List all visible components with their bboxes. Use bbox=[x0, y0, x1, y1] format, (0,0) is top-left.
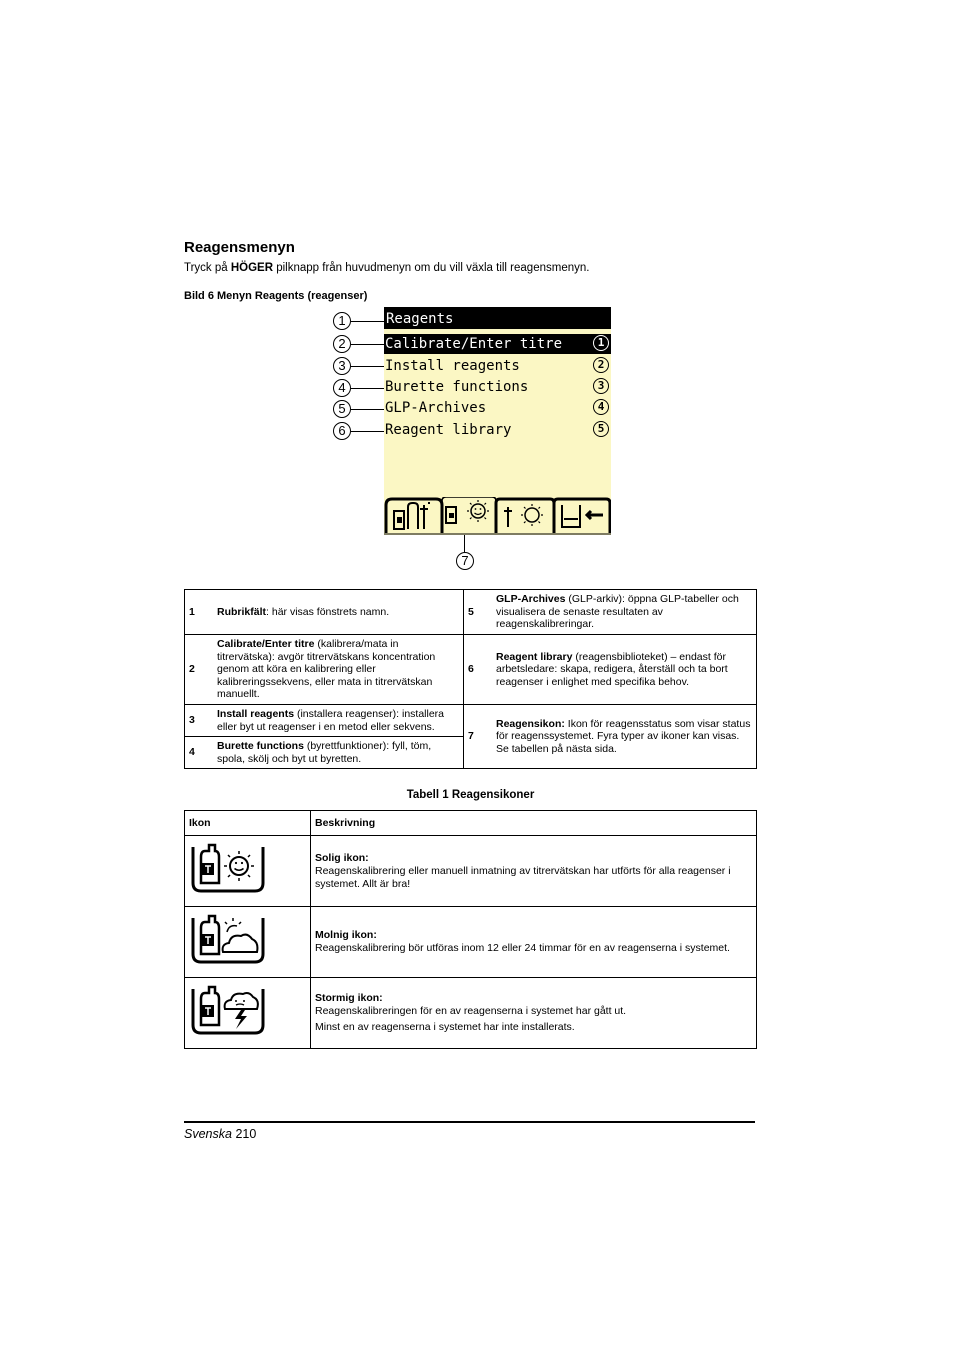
menu-number: 2 bbox=[593, 357, 609, 373]
menu-number: 5 bbox=[593, 421, 609, 437]
menu-number: 1 bbox=[593, 335, 609, 351]
page-footer bbox=[184, 1127, 256, 1141]
leader-line bbox=[351, 388, 384, 389]
page-number: 210 bbox=[235, 1127, 257, 1141]
footer-language: Svenska bbox=[184, 1127, 232, 1141]
callout-7: 7 bbox=[456, 552, 474, 570]
menu-item-reagent-library[interactable]: Reagent library 5 bbox=[384, 420, 611, 440]
leader-line bbox=[351, 431, 384, 432]
callout-1: 1 bbox=[333, 312, 351, 330]
legend-number: 4 bbox=[185, 737, 214, 769]
row-description: Solig ikon: Reagenskalibrering eller manuell inmatning av titrervätskan har utförts för alla reagenser i systemet. Allt är bra! bbox=[311, 836, 757, 907]
leader-line bbox=[351, 321, 384, 322]
menu-number: 3 bbox=[593, 378, 609, 394]
row-title: Molnig ikon: bbox=[315, 929, 377, 941]
table-row bbox=[185, 907, 757, 978]
row-title: Solig ikon: bbox=[315, 851, 369, 864]
leader-line bbox=[351, 409, 384, 410]
intro-text: Tryck på HÖGER pilknapp från huvudmenyn om du vill växla till reagensmenyn. bbox=[184, 262, 590, 274]
legend-text: Burette functions (byrettfunktioner): fyll, töm, spola, skölj och byt ut byretten. bbox=[213, 737, 464, 769]
callout-6: 6 bbox=[333, 422, 351, 440]
menu-item-glp-archives[interactable]: GLP-Archives 4 bbox=[384, 398, 611, 418]
menu-item-install-reagents[interactable]: Install reagents 2 bbox=[384, 356, 611, 376]
section-heading: Reagensmenyn bbox=[184, 239, 295, 256]
table-header-description: Beskrivning bbox=[311, 811, 757, 836]
legend-number: 7 bbox=[464, 705, 493, 769]
legend-table bbox=[184, 589, 757, 769]
menu-item-calibrate[interactable]: Calibrate/Enter titre 1 bbox=[384, 334, 611, 354]
cloudy-reagent-icon bbox=[185, 907, 311, 978]
table-caption: Tabell 1 Reagensikoner bbox=[406, 789, 535, 801]
legend-number: 5 bbox=[464, 590, 493, 635]
stormy-reagent-icon bbox=[185, 978, 311, 1049]
callout-3: 3 bbox=[333, 357, 351, 375]
row-line: Minst en av reagenserna i systemet har inte installerats. bbox=[315, 1021, 575, 1033]
legend-text: GLP-Archives (GLP-arkiv): öppna GLP-tabeller och visualisera de senaste resultaten av reagenskalibreringar. bbox=[492, 590, 757, 635]
row-description: Stormig ikon: Reagenskalibreringen för en av reagenserna i systemet har gått ut. Minst en av reagenserna i systemet har inte installerats. bbox=[311, 978, 757, 1049]
legend-text: Reagensikon: Ikon för reagensstatus som visar status för reagenssystemet. Fyra typer av ikoner kan visas. Se tabellen på nästa sida. bbox=[492, 705, 757, 769]
table-row bbox=[185, 836, 757, 907]
screen-title-bar: Reagents bbox=[384, 307, 611, 329]
table-header-icon: Ikon bbox=[185, 811, 311, 836]
reagent-icons-table bbox=[184, 810, 757, 1049]
key-name: HÖGER bbox=[230, 262, 274, 274]
menu-item-burette-functions[interactable]: Burette functions 3 bbox=[384, 377, 611, 397]
tab-reagents-icon[interactable] bbox=[442, 497, 496, 533]
row-title: Stormig ikon: bbox=[315, 992, 383, 1004]
sunny-reagent-icon bbox=[185, 836, 311, 907]
tab-methods-icon[interactable] bbox=[386, 499, 442, 533]
leader-line bbox=[351, 366, 384, 367]
legend-number: 3 bbox=[185, 705, 214, 737]
tab-burette-sun-icon[interactable] bbox=[496, 499, 554, 533]
leader-line bbox=[351, 344, 384, 345]
legend-number: 2 bbox=[185, 635, 214, 705]
footer-divider bbox=[184, 1121, 755, 1123]
tab-beaker-arrow-icon[interactable] bbox=[554, 499, 610, 533]
callout-4: 4 bbox=[333, 379, 351, 397]
legend-text: Rubrikfält: här visas fönstrets namn. bbox=[213, 590, 464, 635]
legend-number: 1 bbox=[185, 590, 214, 635]
legend-text: Reagent library (reagensbiblioteket) – endast för arbetsledare: skapa, redigera, återställ och ta bort reagenser i enlighet med specifika behov. bbox=[492, 635, 757, 705]
leader-line bbox=[464, 535, 465, 552]
callout-5: 5 bbox=[333, 400, 351, 418]
figure-caption: Bild 6 Menyn Reagents (reagenser) bbox=[184, 290, 368, 302]
menu-number: 4 bbox=[593, 399, 609, 415]
screen-tab-bar bbox=[384, 497, 611, 535]
legend-text: Calibrate/Enter titre (kalibrera/mata in titrervätska): avgör titrervätskans koncentration genom att köra en kalibrering eller kalibreringssekvens, eller mata in titrervätskan manuellt. bbox=[213, 635, 464, 705]
legend-text: Install reagents (installera reagenser): installera eller byt ut reagenser i en metod eller sekvens. bbox=[213, 705, 464, 737]
row-description: Molnig ikon: Reagenskalibrering bör utföras inom 12 eller 24 timmar för en av reagenserna i systemet. bbox=[311, 907, 757, 978]
table-row bbox=[185, 978, 757, 1049]
legend-number: 6 bbox=[464, 635, 493, 705]
callout-2: 2 bbox=[333, 335, 351, 353]
device-screen bbox=[384, 307, 611, 535]
